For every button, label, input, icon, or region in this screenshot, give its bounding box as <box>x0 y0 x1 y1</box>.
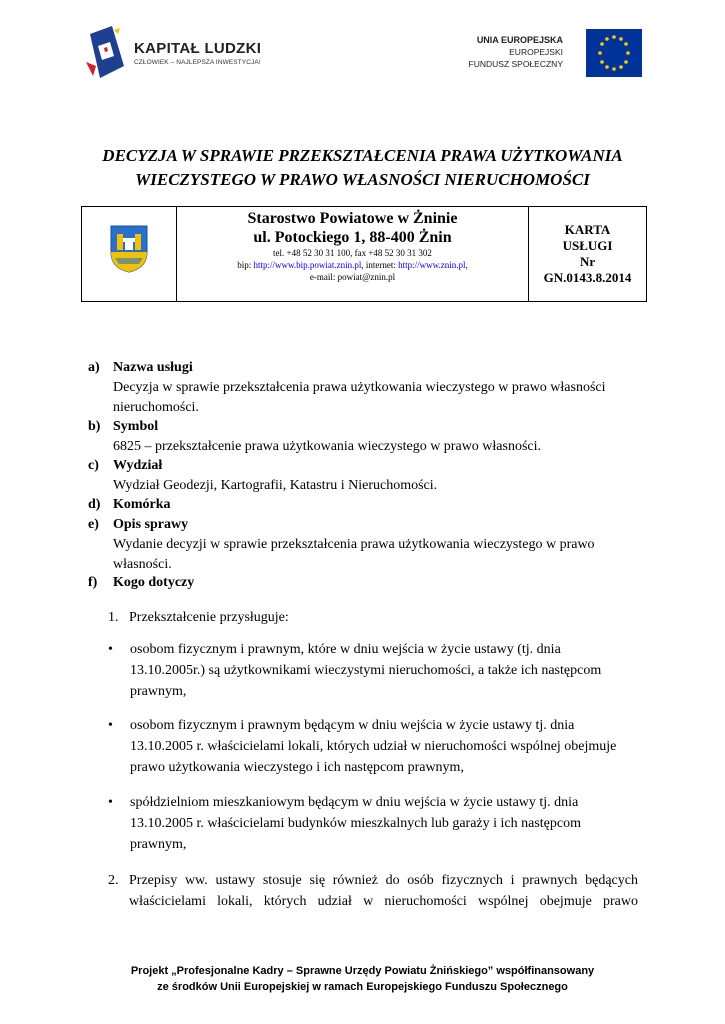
eu-line1: UNIA EUROPEJSKA <box>476 35 563 45</box>
kapital-ludzki-subtitle: CZŁOWIEK – NAJLEPSZA INWESTYCJA! <box>134 59 261 66</box>
section-letter: c) <box>88 458 99 473</box>
section-heading: Nazwa usługi <box>113 360 193 375</box>
bullet-icon: • <box>108 642 113 657</box>
list-number: 1. <box>108 610 119 625</box>
footer <box>0 963 725 995</box>
list-text: Przekształcenie przysługuje: <box>129 610 289 625</box>
karta-l2: USŁUGI <box>562 238 613 253</box>
eu-flag-icon <box>586 29 642 77</box>
section-text: nieruchomości. <box>113 400 199 415</box>
list-number: 2. <box>108 873 119 888</box>
bullet-text: 13.10.2005 r. właścicielami budynków mieszkalnych lub garaży i ich następcom <box>130 816 581 831</box>
internet-label: , internet: <box>361 260 399 270</box>
karta-number: GN.0143.8.2014 <box>543 270 632 285</box>
list-text: właścicielami lokali, których udział w nieruchomości wspólnej obejmuje prawo <box>129 894 638 909</box>
office-address: ul. Potockiego 1, 88-400 Żnin <box>253 229 452 246</box>
section-heading: Komórka <box>113 497 171 512</box>
section-letter: a) <box>88 360 100 375</box>
section-text: Wydział Geodezji, Kartografii, Katastru i Nieruchomości. <box>113 478 438 493</box>
title-line1: DECYZJA W SPRAWIE PRZEKSZTAŁCENIA PRAWA UŻYTKOWANIA <box>102 146 623 165</box>
section-letter: b) <box>88 419 101 434</box>
footer-line1: Projekt „Profesjonalne Kadry – Sprawne Urzędy Powiatu Żnińskiego” współfinansowany <box>130 965 595 977</box>
eu-text <box>469 34 563 70</box>
header-table <box>81 206 647 302</box>
bullet-text: osobom fizycznym i prawnym będącym w dniu wejścia w życie ustawy tj. dnia <box>130 718 575 733</box>
list-text: Przepisy ww. ustawy stosuje się również do osób fizycznych i prawnych będących <box>129 873 638 888</box>
bip-label: bip: <box>237 260 254 270</box>
bullet-text: prawnym, <box>130 684 187 699</box>
bullet-text: spółdzielniom mieszkaniowym będącym w dniu wejścia w życie ustawy tj. dnia <box>130 795 579 810</box>
section-letter: e) <box>88 517 99 532</box>
section-text: własności. <box>113 557 172 572</box>
eu-line2: EUROPEJSKI <box>509 47 563 57</box>
section-letter: d) <box>88 497 101 512</box>
bullet-text: prawnym, <box>130 837 187 852</box>
karta-l3: Nr <box>579 254 596 269</box>
office-web <box>177 259 528 271</box>
bullet-text: prawo użytkowania wieczystego i ich następcom prawnym, <box>130 760 464 775</box>
section-heading: Kogo dotyczy <box>113 575 195 590</box>
section-text: Decyzja w sprawie przekształcenia prawa użytkowania wieczystego w prawo własności <box>113 380 606 395</box>
bullet-text: 13.10.2005 r. właścicielami lokali, których udział w nieruchomości wspólnej obejmuje <box>130 739 617 754</box>
bullet-icon: • <box>108 718 113 733</box>
karta-cell <box>529 207 647 302</box>
office-name: Starostwo Powiatowe w Żninie <box>247 210 458 227</box>
bullet-text: osobom fizycznym i prawnym, które w dniu wejścia w życie ustawy (tj. dnia <box>130 642 561 657</box>
znin-crest-icon <box>109 224 149 274</box>
section-heading: Opis sprawy <box>113 517 189 532</box>
section-letter: f) <box>88 575 98 590</box>
footer-line2: ze środków Unii Europejskiej w ramach Europejskiego Funduszu Społecznego <box>157 981 568 993</box>
office-cell <box>176 207 528 302</box>
section-text: Wydanie decyzji w sprawie przekształcenia prawa użytkowania wieczystego w prawo <box>113 537 595 552</box>
internet-suffix: , <box>465 260 468 270</box>
crest-cell <box>82 207 177 302</box>
karta-l1: KARTA <box>564 222 611 237</box>
section-heading: Wydział <box>113 458 163 473</box>
bullet-icon: • <box>108 795 113 810</box>
title-line2: WIECZYSTEGO W PRAWO WŁASNOŚCI NIERUCHOMOŚCI <box>135 170 590 189</box>
bip-link[interactable]: http://www.bip.powiat.znin.pl <box>253 260 362 270</box>
internet-link[interactable]: http://www.znin.pl <box>398 260 466 270</box>
document-title <box>0 144 725 192</box>
section-heading: Symbol <box>113 419 159 434</box>
section-text: 6825 – przekształcenie prawa użytkowania wieczystego w prawo własności. <box>113 439 542 454</box>
eu-line3: FUNDUSZ SPOŁECZNY <box>468 59 563 69</box>
office-email: e-mail: powiat@znin.pl <box>309 272 396 282</box>
office-phone: tel. +48 52 30 31 100, fax +48 52 30 31 302 <box>273 248 432 258</box>
bullet-text: 13.10.2005r.) są użytkownikami wieczystymi nieruchomości, a także ich następcom <box>130 663 602 678</box>
kapital-ludzki-title: KAPITAŁ LUDZKI <box>134 40 262 57</box>
